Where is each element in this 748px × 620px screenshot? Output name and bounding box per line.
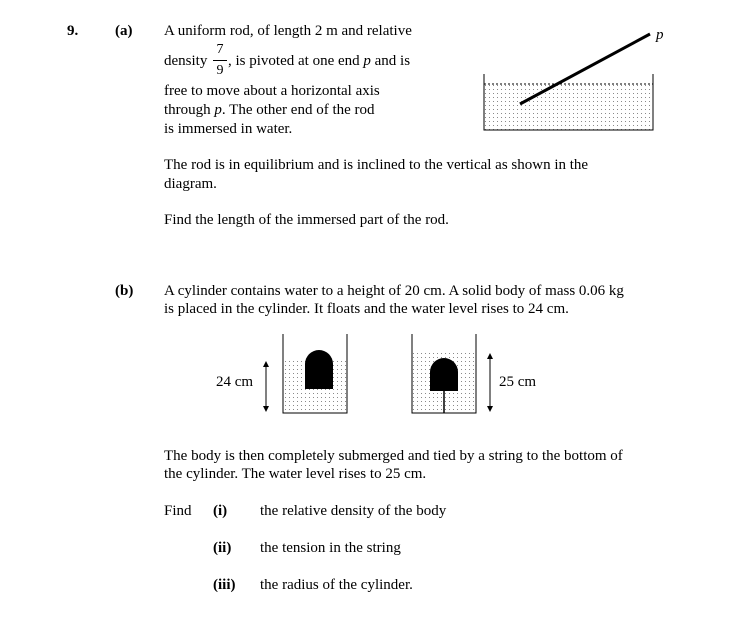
part-a-question: Find the length of the immersed part of the rod. [164, 212, 449, 228]
item-ii-text: the tension in the string [260, 540, 401, 556]
part-a-label: (a) [115, 23, 133, 39]
part-a-line5: is immersed in water. [164, 121, 293, 137]
part-b-para2-line1: The body is then completely submerged and tied by a string to the bottom of [164, 448, 623, 464]
right-arrow-up [487, 353, 493, 359]
part-a-para2-line2: diagram. [164, 176, 217, 192]
right-height-label: 25 cm [499, 374, 537, 390]
left-arrow-down [263, 406, 269, 412]
item-iii-num: (iii) [213, 577, 236, 593]
submerged-body [430, 358, 458, 391]
part-a-line2-rest: , is pivoted at one end p and is [228, 53, 411, 69]
floating-body [305, 350, 333, 389]
part-b-para2-line2: the cylinder. The water level rises to 25 cm. [164, 466, 427, 482]
right-arrow-down [487, 406, 493, 412]
part-a-line3: free to move about a horizontal axis [164, 83, 380, 99]
part-b-line2: is placed in the cylinder. It floats and the water level rises to 24 cm. [164, 301, 569, 317]
p-symbol: p [363, 53, 371, 69]
part-a-line4: through p. The other end of the rod [164, 102, 375, 118]
part-a-para2-line1: The rod is in equilibrium and is inclined to the vertical as shown in the [164, 157, 589, 173]
part-a-line1: A uniform rod, of length 2 m and relative [164, 23, 412, 39]
left-height-label: 24 cm [216, 374, 254, 390]
left-arrow-up [263, 361, 269, 367]
find-word: Find [164, 503, 192, 519]
question-number: 9. [67, 23, 79, 39]
fraction-denominator: 9 [216, 63, 224, 78]
density-word: density [164, 53, 208, 69]
item-i-num: (i) [213, 503, 228, 519]
part-b-label: (b) [115, 283, 134, 299]
part-b-line1: A cylinder contains water to a height of 20 cm. A solid body of mass 0.06 kg [164, 283, 624, 299]
item-i-text: the relative density of the body [260, 503, 447, 519]
item-ii-num: (ii) [213, 540, 232, 556]
item-iii-text: the radius of the cylinder. [260, 577, 413, 593]
fraction-numerator: 7 [216, 42, 224, 57]
pivot-label: p [656, 27, 664, 43]
